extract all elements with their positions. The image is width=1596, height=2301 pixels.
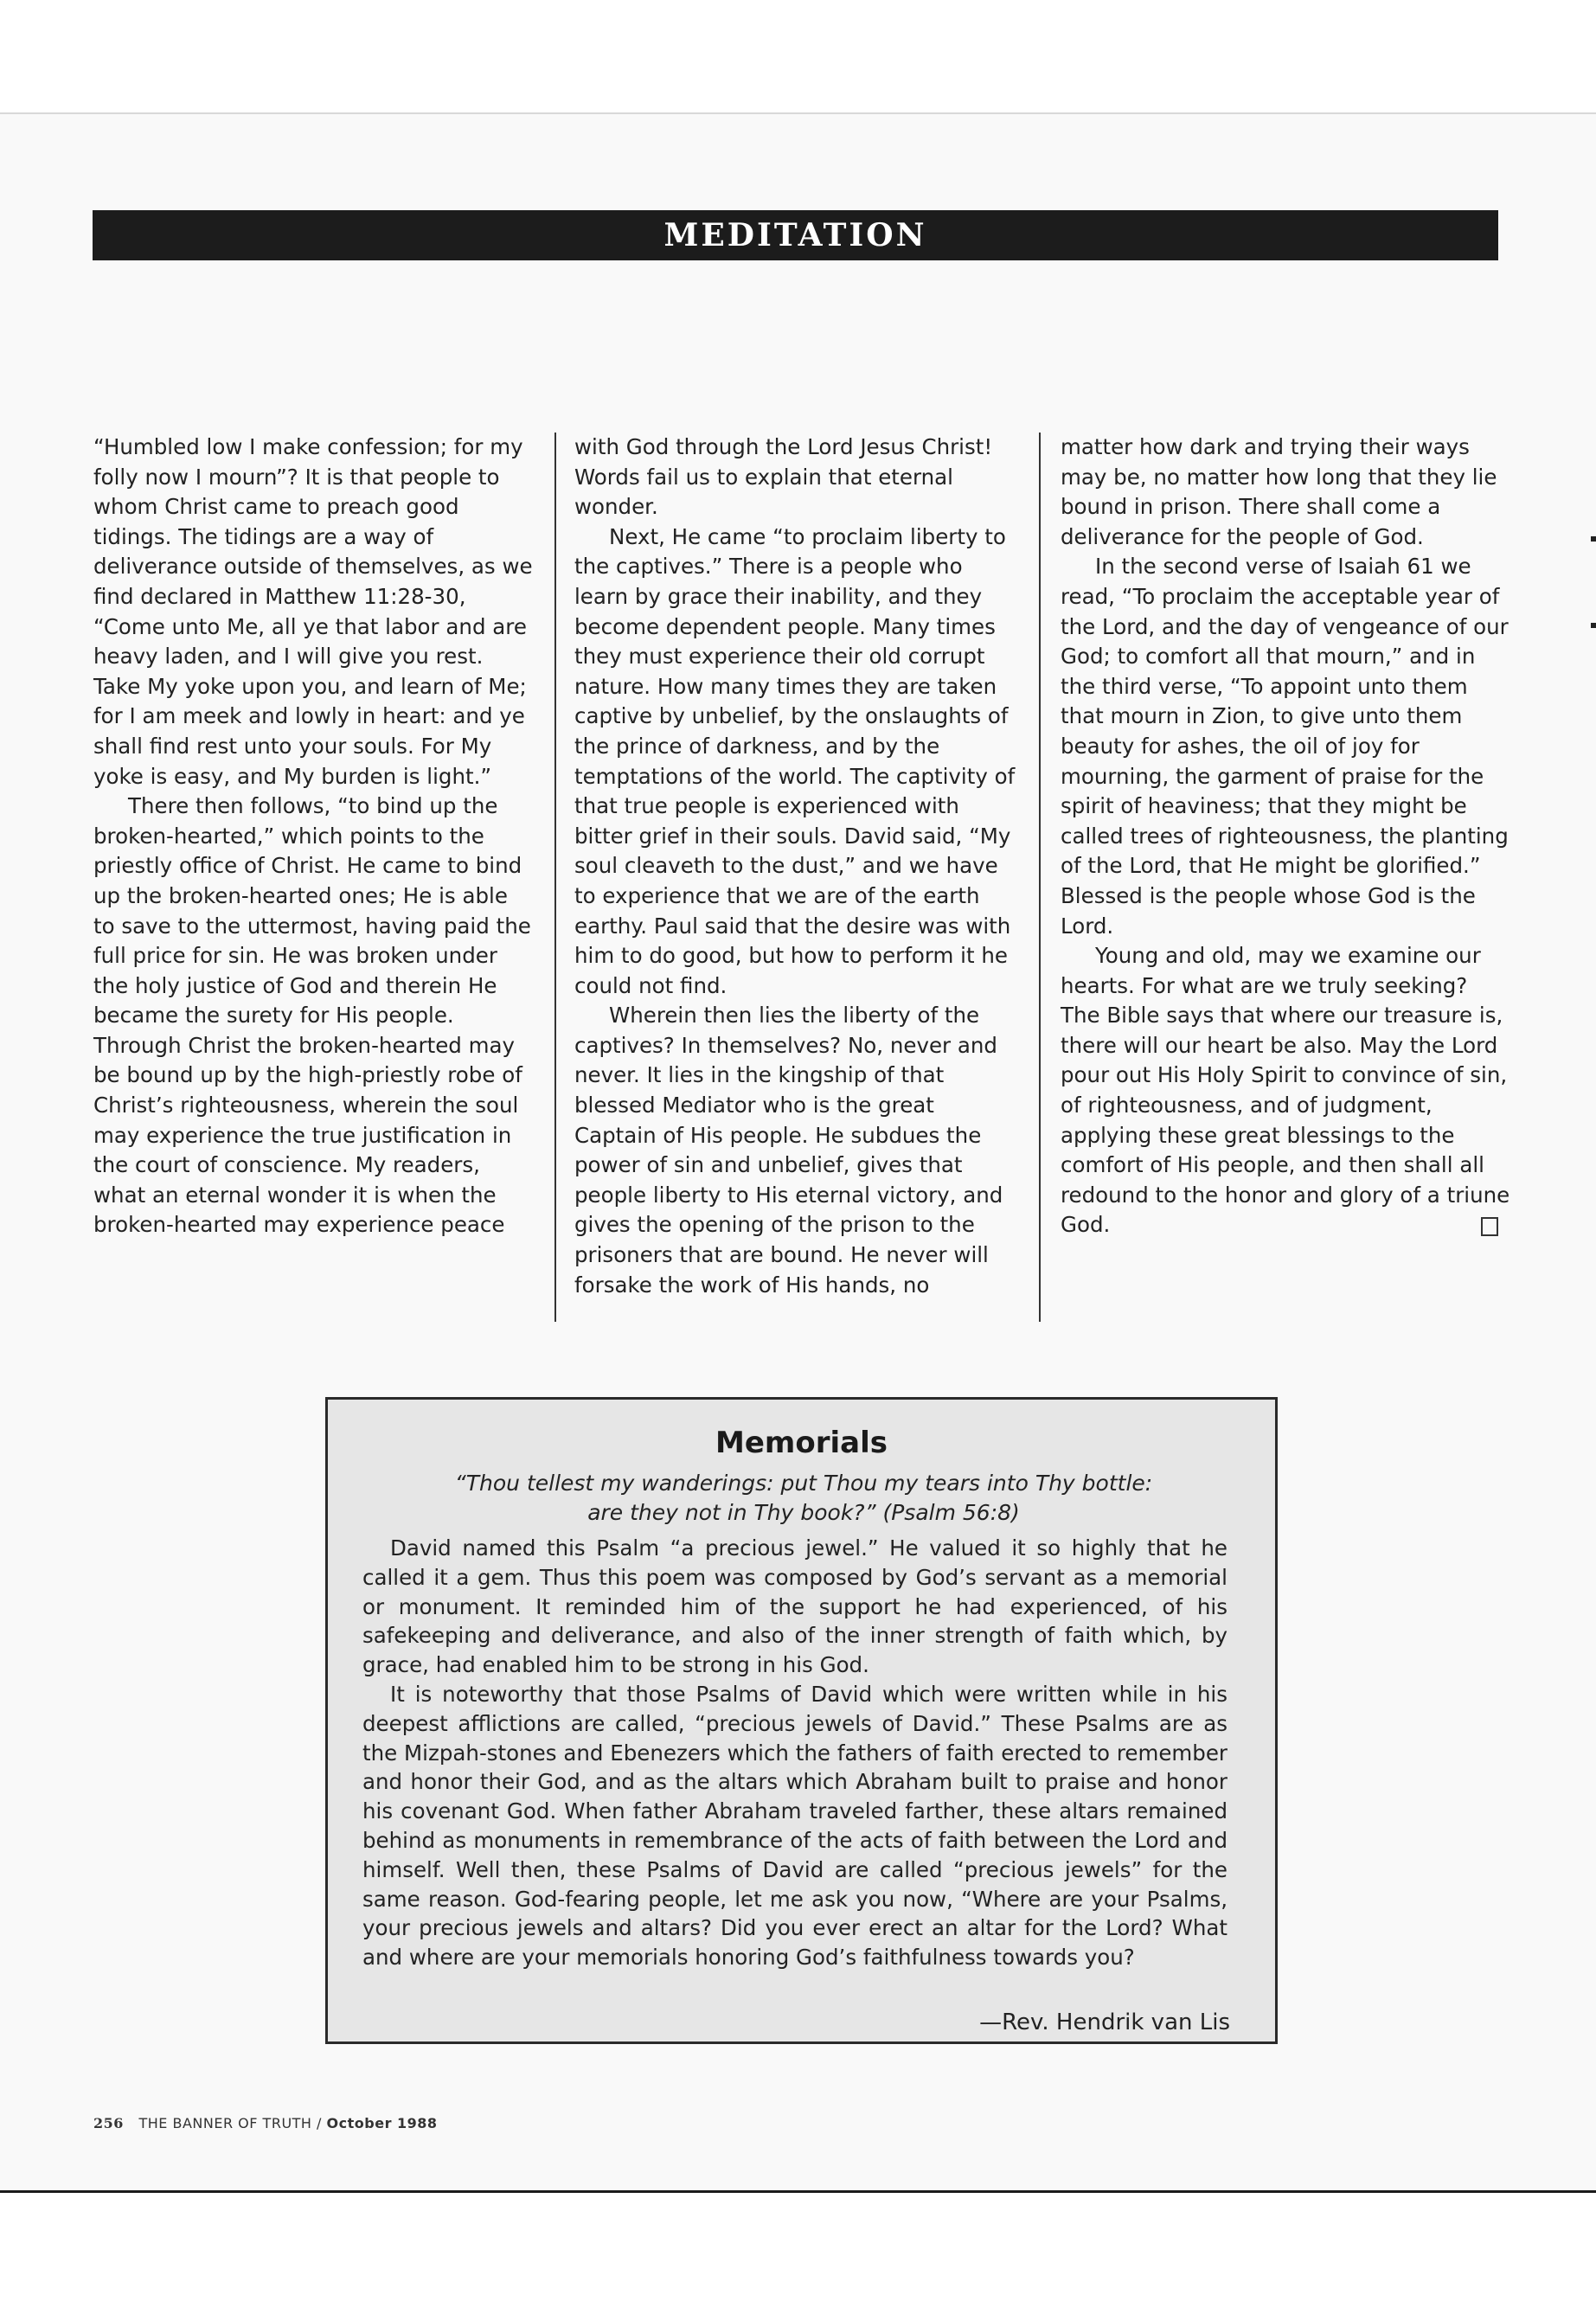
article-column-1 [93,433,535,1240]
paragraph: matter how dark and trying their ways may be, no matter how long that they lie bound in prison. There shall come a deliverance for the people of God. [1061,434,1497,549]
publication-name: THE BANNER OF TRUTH / [138,2115,322,2131]
quote-line: “Thou tellest my wanderings: put Thou my tears into Thy bottle: [454,1471,1153,1496]
margin-mark [1591,536,1596,542]
paragraph: “Humbled low I make confession; for my folly now I mourn”? It is that people to whom Christ came to preach good tidings. The tidings are a way of deliverance outside of themselves, as we find declared in Matthew 11:28-30, “Come unto Me, all ye that labor and are heavy laden, and I will give you rest. Take My yoke upon you, and learn of Me; for I am meek and lowly in heart: and ye shall find rest unto your souls. For My yoke is easy, and My burden is light.” [93,434,533,789]
column-divider [1039,433,1041,1322]
margin-mark [1591,623,1596,628]
section-banner [93,210,1498,260]
paragraph-text: Young and old, may we examine our hearts. For what are we truly seeking? The Bible says that where our treasure is, there will our heart be also. May the Lord pour out His Holy Spirit to convince of sin, of righteousness, and of judgment, applying these great blessings to the comfort of His people, and then shall all redound to the honor and glory of a triune God. [1061,943,1510,1238]
quote-line: are they not in Thy book?” (Psalm 56:8) [587,1500,1020,1525]
paragraph: David named this Psalm “a precious jewel.” He valued it so highly that he called it a gem. Thus this poem was composed by God’s servant as a memorial or monument. It reminded him of the support he had experienced, of his safekeeping and deliverance, and also of the inner strength of faith which, by grace, had enabled him to be strong in his God. [362,1535,1227,1678]
paragraph: Next, He came “to proclaim liberty to the captives.” There is a people who learn by grace their inability, and they become dependent people. Many times they must experience their old corrupt nature. How many times they are taken captive by unbelief, by the onslaughts of the prince of darkness, and by the temptations of the world. The captivity of that true people is experienced with bitter grief in their souls. David said, “My soul cleaveth to the dust,” and we have to experience that we are of the earth earthy. Paul said that the desire was with him to do good, but how to perform it he could not find. [574,523,1016,998]
paragraph: There then follows, “to bind up the broken-hearted,” which points to the priestly office of Christ. He came to bind up the broken-hearted ones; He is able to save to the uttermost, having paid the full price for sin. He was broken under the holy justice of God and therein He became the surety for His people. Through Christ the broken-hearted may be bound up by the high-priestly robe of Christ’s righteousness, wherein the soul may experience the true justification in the court of conscience. My readers, what an eternal wonder it is when the broken-hearted may experience peace [93,793,531,1238]
article-column-2 [574,433,1017,1300]
paragraph: with God through the Lord Jesus Christ! Words fail us to explain that eternal wonder. [574,434,993,520]
paragraph: Wherein then lies the liberty of the captives? In themselves? No, never and never. It lies in the kingship of that blessed Mediator who is the great Captain of His people. He subdues the power of sin and unbelief, gives that people liberty to His eternal victory, and gives the opening of the prison to the prisoners that are bound. He never will forsake the work of His hands, no [574,1003,1003,1298]
end-mark-icon [1481,1217,1498,1236]
author-signature: —Rev. Hendrik van Lis [979,2009,1230,2035]
page-number: 256 [93,2115,124,2131]
memorials-box [325,1397,1278,2044]
memorials-body [362,1534,1227,1972]
page-footer [93,2115,438,2131]
paragraph: In the second verse of Isaiah 61 we read, “To proclaim the acceptable year of the Lord, and the day of vengeance of our God; to comfort all that mourn,” and in the third verse, “To appoint unto them that mourn in Zion, to give unto them beauty for ashes, the oil of joy for mourning, the garment of praise for the spirit of heaviness; that they might be called trees of righteousness, the planting of the Lord, that He might be glorified.” Blessed is the people whose God is the Lord. [1061,554,1509,939]
column-divider [554,433,556,1322]
article-column-3 [1061,433,1510,1240]
issue-date: October 1988 [326,2115,438,2131]
memorials-quote [380,1469,1227,1528]
paragraph-final [1061,941,1510,1240]
paragraph: It is noteworthy that those Psalms of David which were written while in his deepest afflictions are called, “precious jewels of David.” These Psalms are as the Mizpah-stones and Ebenezers which the fathers of faith erected to remember and honor their God, and as the altars which Abraham built to praise and honor his covenant God. When father Abraham traveled farther, these altars remained behind as monuments in remembrance of the acts of faith between the Lord and himself. Well then, these Psalms of David are called “precious jewels” for the same reason. God-fearing people, let me ask you now, “Where are your Psalms, your precious jewels and altars? Did you ever erect an altar for the Lord? What and where are your memorials honoring God’s faithfulness towards you? [362,1681,1227,1971]
section-title: MEDITATION [663,217,927,253]
memorials-title: Memorials [715,1426,888,1460]
